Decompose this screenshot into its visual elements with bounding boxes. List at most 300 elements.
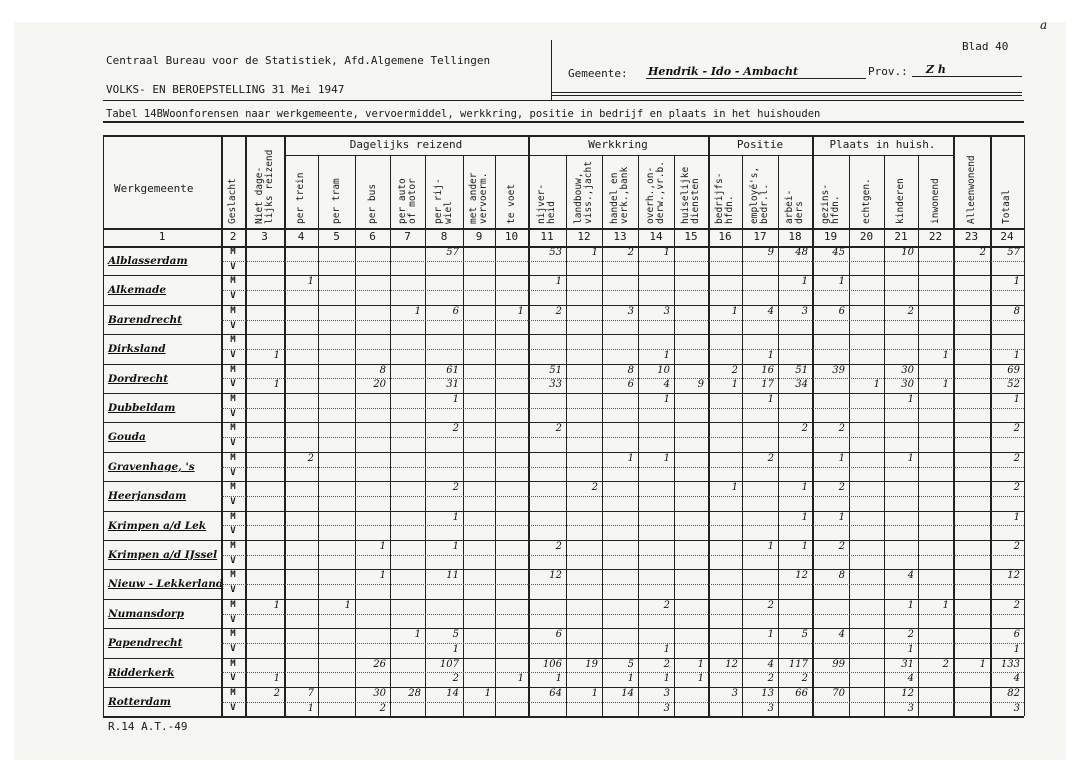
- place-name: Alkemade: [108, 284, 167, 297]
- cell-value: 30: [901, 364, 914, 376]
- cell-value: 8: [627, 364, 634, 376]
- cell-value: 1: [907, 452, 914, 464]
- cell-value: 2: [1013, 541, 1020, 552]
- cell-value: 39: [832, 364, 845, 376]
- column-header-24: Totaal: [1001, 189, 1012, 224]
- corner-mark: a: [1040, 18, 1048, 32]
- cell-value: 48: [795, 247, 808, 258]
- cell-value: 2: [555, 305, 562, 317]
- cell-value: 61: [446, 364, 459, 376]
- table-top-rule: [103, 135, 1024, 137]
- cell-value: 106: [542, 658, 562, 670]
- cell-value: 20: [373, 379, 386, 391]
- cell-value: 1: [838, 452, 845, 464]
- cell-value: 7: [307, 688, 314, 699]
- column-header-5: per tram: [330, 178, 342, 224]
- cell-value: 1: [484, 688, 491, 699]
- place-name: Rotterdam: [108, 696, 171, 708]
- cell-value: 1: [838, 511, 845, 523]
- column-rule: [918, 155, 919, 716]
- sex-label-v: V: [230, 379, 236, 390]
- cell-value: 17: [761, 379, 774, 391]
- cell-value: 4: [838, 629, 845, 641]
- cell-value: 12: [725, 658, 738, 670]
- column-header-12: landbouw, viss.,jacht: [573, 161, 594, 224]
- column-header-werkgemeente: Werkgemeente: [114, 182, 194, 195]
- group-header-dagelijks: Dagelijks reizend: [349, 138, 463, 151]
- cell-value: 4: [907, 673, 914, 685]
- cell-value: 1: [873, 379, 880, 391]
- cell-value: 1: [379, 541, 386, 552]
- cell-value: 45: [832, 247, 845, 258]
- group-header-rule: [708, 155, 812, 156]
- cell-value: 1: [273, 599, 280, 611]
- cell-value: 2: [907, 305, 914, 317]
- place-name: Papendrecht: [108, 637, 183, 650]
- column-header-10: te voet: [505, 183, 517, 224]
- cell-value: 1: [731, 379, 738, 391]
- group-header-rule: [812, 155, 953, 156]
- cell-value: 34: [795, 379, 808, 391]
- column-rule: [495, 155, 496, 716]
- dotted-rule: [221, 408, 1024, 409]
- sex-label-m: M: [230, 599, 236, 610]
- sex-label-m: M: [230, 688, 236, 698]
- cell-value: 133: [1000, 658, 1020, 670]
- column-rule: [463, 155, 464, 716]
- cell-value: 30: [373, 688, 386, 699]
- cell-value: 2: [801, 673, 808, 685]
- row-rule: [103, 334, 1024, 335]
- cell-value: 1: [942, 349, 949, 361]
- column-header-18: arbei- ders: [784, 189, 805, 224]
- sex-label-v: V: [230, 349, 236, 360]
- cell-value: 1: [942, 379, 949, 391]
- cell-value: 1: [1013, 349, 1020, 361]
- cell-value: 1: [1013, 643, 1020, 655]
- sex-label-v: V: [230, 614, 236, 625]
- cell-value: 2: [838, 482, 845, 494]
- column-number: 11: [540, 230, 554, 243]
- column-header-14: overh.,on- derw.,vr.b.: [645, 161, 666, 224]
- cell-value: 8: [379, 364, 386, 376]
- cell-value: 2: [627, 247, 634, 258]
- cell-value: 70: [832, 688, 845, 699]
- cell-value: 8: [838, 570, 845, 582]
- cell-value: 1: [591, 247, 598, 258]
- cell-value: 2: [555, 423, 562, 435]
- cell-value: 1: [663, 247, 670, 258]
- cell-value: 1: [452, 394, 459, 405]
- cell-value: 2: [942, 658, 949, 670]
- sex-label-v: V: [230, 261, 236, 272]
- column-number: 16: [718, 230, 732, 243]
- column-number: 2: [229, 230, 237, 243]
- cell-value: 1: [517, 305, 524, 317]
- column-header-16: bedrijfs- hfdn.: [714, 172, 735, 224]
- cell-value: 1: [452, 541, 459, 552]
- cell-value: 31: [901, 658, 914, 670]
- sex-label-v: V: [230, 643, 236, 654]
- cell-value: 12: [549, 570, 562, 582]
- sex-label-m: M: [230, 658, 236, 669]
- column-rule: [318, 155, 319, 716]
- sex-label-m: M: [230, 276, 236, 287]
- cell-value: 1: [767, 541, 774, 552]
- cell-value: 12: [1007, 570, 1020, 582]
- column-header-13: handel en verk.,bank: [609, 166, 630, 224]
- cell-value: 1: [344, 599, 351, 611]
- column-header-19: gezins- hfdn.: [819, 183, 841, 224]
- cell-value: 64: [549, 688, 562, 699]
- sex-label-m: M: [230, 511, 236, 522]
- sex-label-v: V: [230, 438, 236, 449]
- place-name: Dirksland: [108, 343, 166, 356]
- cell-value: 2: [591, 482, 598, 494]
- cell-value: 117: [788, 658, 808, 670]
- column-header-3: Niet dage- lijks reizend: [253, 149, 275, 224]
- cell-value: 1: [942, 599, 949, 611]
- cell-value: 3: [1013, 702, 1020, 714]
- sex-label-v: V: [230, 408, 236, 419]
- sex-label-m: M: [230, 629, 236, 640]
- column-header-17: employé's, bedr.l.: [749, 166, 770, 224]
- place-name: Gravenhage, 's: [108, 460, 195, 473]
- sex-label-m: M: [230, 247, 236, 257]
- cell-value: 5: [801, 629, 808, 641]
- cell-value: 99: [832, 658, 845, 670]
- cell-value: 16: [761, 364, 774, 376]
- header-rule: [551, 92, 1022, 93]
- cell-value: 3: [801, 305, 808, 317]
- sex-label-m: M: [230, 482, 236, 493]
- cell-value: 2: [907, 629, 914, 641]
- column-header-4: per trein: [295, 172, 306, 224]
- cell-value: 1: [838, 276, 845, 288]
- column-number: 4: [297, 230, 305, 243]
- cell-value: 2: [452, 423, 459, 435]
- header-divider: [551, 40, 552, 100]
- dotted-rule: [221, 555, 1024, 556]
- column-number: 14: [649, 230, 663, 243]
- gemeente-label: Gemeente:: [568, 67, 628, 80]
- cell-value: 3: [627, 305, 634, 317]
- sex-label-m: M: [230, 423, 236, 434]
- cell-value: 2: [731, 364, 738, 376]
- cell-value: 3: [767, 702, 774, 714]
- cell-value: 2: [1013, 599, 1020, 611]
- cell-value: 33: [549, 379, 562, 391]
- cell-value: 2: [838, 541, 845, 552]
- cell-value: 51: [549, 364, 562, 376]
- cell-value: 51: [795, 364, 808, 376]
- cell-value: 66: [795, 688, 808, 699]
- cell-value: 4: [663, 379, 670, 391]
- row-rule: [103, 422, 1024, 423]
- column-number: 22: [928, 230, 943, 243]
- cell-value: 12: [795, 570, 808, 582]
- cell-value: 3: [907, 702, 914, 714]
- sex-label-m: M: [230, 541, 236, 551]
- column-header-21: kinderen: [895, 178, 906, 224]
- sex-label-v: V: [230, 496, 236, 507]
- cell-value: 2: [307, 452, 314, 464]
- cell-value: 10: [657, 364, 670, 376]
- sex-label-m: M: [230, 364, 236, 375]
- sex-label-m: M: [230, 394, 236, 404]
- column-rule: [602, 155, 603, 716]
- cell-value: 13: [761, 688, 774, 699]
- header-rule: [551, 95, 1022, 96]
- cell-value: 1: [452, 511, 459, 523]
- cell-value: 5: [452, 629, 459, 641]
- column-rule: [1024, 135, 1025, 716]
- column-header-22: inwonend: [929, 178, 941, 224]
- place-name: Dordrecht: [108, 372, 169, 385]
- sex-label-m: M: [230, 335, 236, 346]
- cell-value: 2: [663, 658, 670, 670]
- column-header-20: echtgen.: [860, 178, 872, 224]
- place-name: Barendrecht: [108, 313, 182, 326]
- prov-underline: [912, 76, 1022, 77]
- cell-value: 3: [663, 688, 670, 699]
- group-header-rule: [528, 155, 708, 156]
- column-number: 9: [475, 230, 483, 243]
- cell-value: 1: [979, 658, 986, 670]
- header-rule: [103, 100, 1024, 101]
- group-header-positie: Positie: [736, 138, 784, 151]
- sex-label-v: V: [230, 673, 236, 684]
- dotted-rule: [221, 320, 1024, 321]
- cell-value: 2: [379, 702, 386, 714]
- place-name: Nieuw - Lekkerland: [108, 578, 224, 591]
- cell-value: 53: [549, 247, 562, 258]
- sex-label-v: V: [230, 702, 236, 713]
- cell-value: 1: [801, 482, 808, 494]
- dotted-rule: [221, 290, 1024, 291]
- column-number: 3: [261, 230, 268, 243]
- cell-value: 2: [767, 673, 774, 685]
- cell-value: 1: [907, 643, 914, 655]
- blad-number: Blad 40: [962, 40, 1009, 53]
- dotted-rule: [221, 525, 1024, 526]
- bureau-title: Centraal Bureau voor de Statistiek, Afd.Algemene Tellingen: [106, 54, 491, 67]
- dotted-rule: [221, 614, 1024, 615]
- sex-label-m: M: [230, 452, 236, 463]
- column-header-15: huiselijke diensten: [680, 166, 701, 224]
- place-name: Krimpen a/d Lek: [108, 519, 207, 532]
- cell-value: 1: [697, 658, 704, 670]
- cell-value: 14: [446, 688, 459, 699]
- cell-value: 1: [767, 629, 774, 641]
- cell-value: 1: [1013, 511, 1020, 523]
- row-rule: [103, 511, 1024, 512]
- column-number: 13: [613, 230, 627, 243]
- cell-value: 1: [379, 570, 386, 582]
- cell-value: 9: [767, 247, 774, 258]
- column-number: 15: [684, 230, 698, 243]
- row-rule: [103, 275, 1024, 276]
- cell-value: 2: [555, 541, 562, 552]
- sex-label-m: M: [230, 570, 236, 581]
- dotted-rule: [221, 261, 1024, 262]
- cell-value: 12: [901, 688, 914, 699]
- prov-value: Z h: [926, 63, 946, 76]
- cell-value: 1: [801, 511, 808, 523]
- cell-value: 1: [307, 276, 314, 288]
- column-header-7: per auto of motor: [396, 178, 418, 224]
- header-bottom-rule: [103, 228, 1024, 230]
- gemeente-value: Hendrik - Ido - Ambacht: [648, 65, 799, 78]
- column-rule: [566, 155, 567, 716]
- cell-value: 31: [446, 379, 459, 391]
- dotted-rule: [221, 437, 1024, 438]
- place-name: Krimpen a/d IJssel: [108, 549, 218, 561]
- cell-value: 1: [414, 629, 421, 641]
- column-number: 8: [440, 230, 448, 243]
- column-number: 18: [788, 230, 802, 243]
- cell-value: 1: [307, 702, 314, 714]
- sex-label-v: V: [230, 555, 236, 566]
- form-code: R.14 A.T.-49: [108, 720, 188, 734]
- cell-value: 69: [1007, 364, 1020, 376]
- cell-value: 1: [1013, 276, 1020, 288]
- dotted-rule: [221, 496, 1024, 497]
- cell-value: 2: [452, 482, 459, 494]
- cell-value: 2: [1013, 423, 1020, 435]
- table-title-rule: [103, 121, 1024, 123]
- group-header-plaats: Plaats in huish.: [829, 138, 936, 151]
- cell-value: 2: [663, 599, 670, 611]
- cell-value: 26: [373, 658, 386, 670]
- cell-value: 14: [621, 688, 634, 699]
- cell-value: 4: [1013, 673, 1020, 685]
- sex-label-v: V: [230, 291, 236, 302]
- census-title: VOLKS- EN BEROEPSTELLING 31 Mei 1947: [106, 83, 345, 96]
- column-number: 5: [333, 230, 340, 243]
- cell-value: 1: [273, 673, 280, 685]
- place-name: Dubbeldam: [108, 402, 176, 414]
- place-name: Numansdorp: [108, 607, 184, 620]
- cell-value: 1: [1013, 394, 1020, 405]
- cell-value: 1: [517, 673, 524, 685]
- row-rule: [103, 540, 1024, 541]
- column-number: 1: [158, 230, 166, 243]
- cell-value: 1: [627, 673, 634, 685]
- place-name: Ridderkerk: [108, 666, 175, 679]
- cell-value: 1: [452, 643, 459, 655]
- group-header-rule: [284, 155, 528, 156]
- table-title: Tabel 14BWoonforensen naar werkgemeente, vervoermiddel, werkkring, positie in bedrijf en plaats in het huishouden: [106, 108, 821, 120]
- cell-value: 1: [767, 394, 774, 405]
- cell-value: 11: [446, 570, 459, 582]
- column-number: 10: [504, 230, 519, 243]
- cell-value: 30: [901, 379, 914, 391]
- sex-label-v: V: [230, 320, 236, 331]
- cell-value: 1: [663, 643, 670, 655]
- cell-value: 4: [767, 658, 774, 670]
- cell-value: 8: [1013, 305, 1020, 317]
- column-header-9: met ander vervoerm.: [468, 172, 489, 224]
- dotted-rule: [221, 349, 1024, 350]
- cell-value: 19: [585, 658, 598, 670]
- row-rule: [103, 481, 1024, 482]
- cell-value: 2: [452, 673, 459, 685]
- cell-value: 1: [663, 673, 670, 685]
- column-header-6: per bus: [366, 183, 378, 224]
- place-name: Alblasserdam: [108, 255, 188, 267]
- cell-value: 6: [452, 305, 459, 317]
- cell-value: 28: [408, 688, 421, 699]
- cell-value: 4: [907, 570, 914, 582]
- cell-value: 1: [273, 349, 280, 361]
- column-header-11: nijver- heid: [536, 183, 557, 224]
- column-number: 24: [1000, 230, 1014, 243]
- column-number: 20: [859, 230, 874, 243]
- cell-value: 2: [801, 423, 808, 435]
- column-header-23: Alleenwonend: [965, 155, 977, 224]
- cell-value: 1: [731, 482, 738, 494]
- group-header-werkkring: Werkkring: [588, 138, 648, 151]
- cell-value: 107: [439, 658, 459, 670]
- column-rule: [638, 155, 639, 716]
- cell-value: 2: [767, 599, 774, 611]
- prov-label: Prov.:: [868, 65, 908, 78]
- column-number: 19: [823, 230, 838, 243]
- column-rule: [674, 155, 675, 716]
- column-rule: [849, 155, 850, 716]
- cell-value: 3: [663, 305, 670, 317]
- sex-label-v: V: [230, 585, 236, 596]
- cell-value: 1: [801, 541, 808, 552]
- cell-value: 1: [663, 394, 670, 405]
- cell-value: 9: [697, 379, 704, 391]
- cell-value: 2: [273, 688, 280, 699]
- cell-value: 1: [663, 349, 670, 361]
- cell-value: 1: [801, 276, 808, 288]
- sex-label-v: V: [230, 526, 236, 537]
- cell-value: 82: [1007, 688, 1020, 699]
- dotted-rule: [221, 584, 1024, 585]
- cell-value: 57: [446, 247, 459, 258]
- cell-value: 6: [627, 379, 634, 391]
- place-name: Gouda: [108, 431, 146, 444]
- cell-value: 2: [767, 452, 774, 464]
- column-header-2: Geslacht: [227, 178, 238, 224]
- cell-value: 4: [767, 305, 774, 317]
- dotted-rule: [221, 467, 1024, 468]
- column-number: 23: [964, 230, 979, 243]
- column-number: 21: [894, 230, 908, 243]
- column-rule: [355, 155, 356, 716]
- cell-value: 1: [907, 394, 914, 405]
- cell-value: 2: [979, 247, 986, 258]
- cell-value: 57: [1007, 247, 1020, 258]
- column-number: 17: [753, 230, 767, 243]
- cell-value: 2: [1013, 452, 1020, 464]
- cell-value: 1: [767, 349, 774, 361]
- cell-value: 52: [1007, 379, 1020, 391]
- cell-value: 3: [731, 688, 738, 699]
- cell-value: 2: [838, 423, 845, 435]
- cell-value: 2: [1013, 482, 1020, 494]
- cell-value: 6: [838, 305, 845, 317]
- cell-value: 1: [907, 599, 914, 611]
- gemeente-underline: [646, 78, 866, 79]
- column-header-8: per rij- wiel: [433, 178, 454, 224]
- sex-label-m: M: [230, 305, 236, 316]
- cell-value: 1: [663, 452, 670, 464]
